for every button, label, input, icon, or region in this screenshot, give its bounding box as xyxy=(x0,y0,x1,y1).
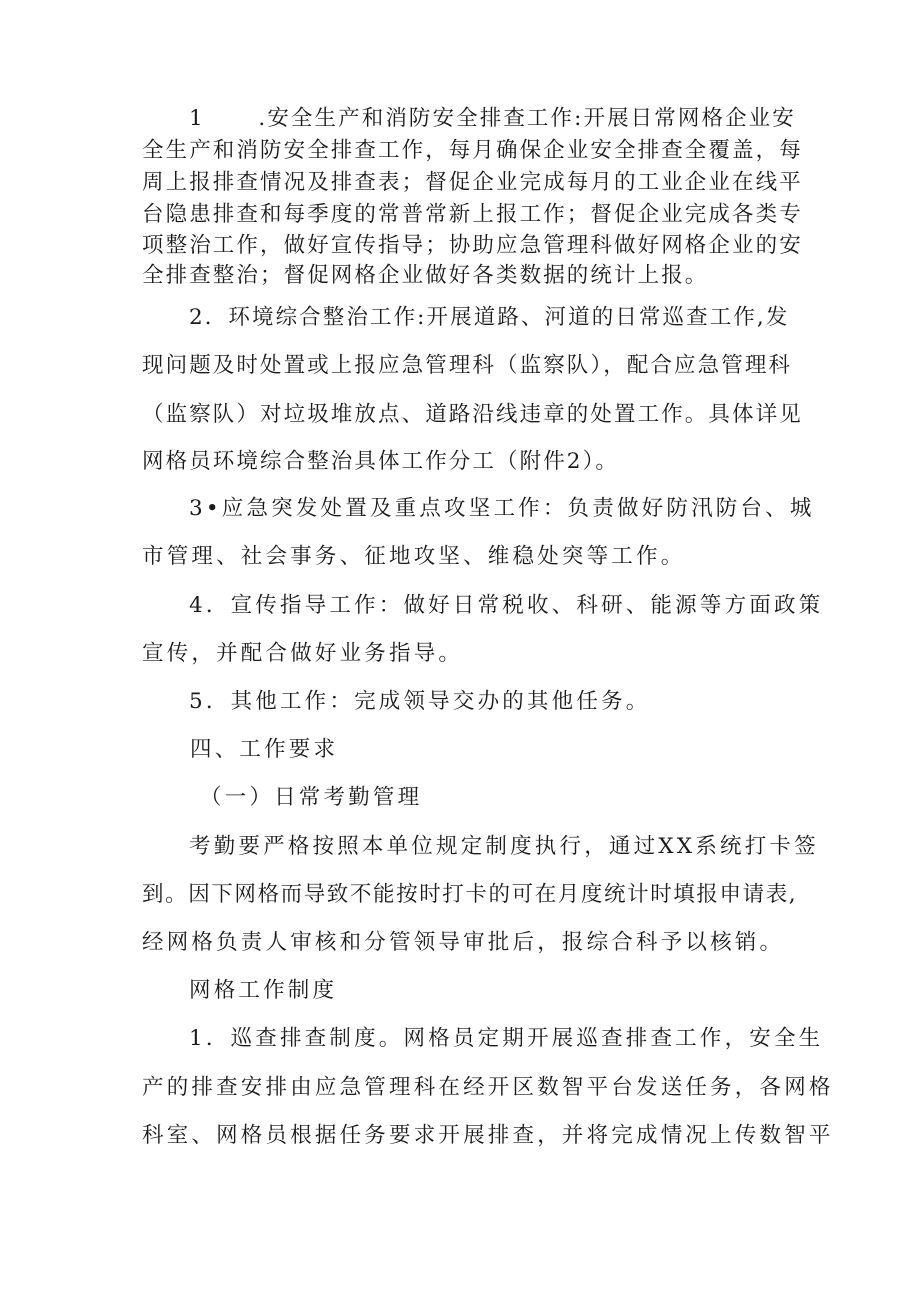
paragraph-line: 考勤要严格按照本单位规定制度执行，通过XX系统打卡签 xyxy=(189,834,819,859)
paragraph-line: 市管理、社会事务、征地攻坚、维稳处突等工作。 xyxy=(142,544,686,569)
paragraph-line: 到。因下网格而导致不能按时打卡的可在月度统计时填报申请表, xyxy=(142,882,798,907)
paragraph-line: 台隐患排查和每季度的常普常新上报工作；督促企业完成各类专 xyxy=(142,202,803,227)
paragraph-line: 科室、网格员根据任务要求开展排查，并将完成情况上传数智平 xyxy=(142,1123,834,1148)
section-2-title: 2．环境综合整治工作:开展道路、河道的日常巡查工作,发 xyxy=(189,305,790,330)
section-4-title: 4．宣传指导工作：做好日常税收、科研、能源等方面政策 xyxy=(189,593,824,618)
heading-work-requirements: 四、工作要求 xyxy=(190,737,339,762)
paragraph-line: 宣传，并配合做好业务指导。 xyxy=(142,641,464,666)
heading-attendance: （一）日常考勤管理 xyxy=(200,785,423,810)
paragraph-line: （监察队）对垃圾堆放点、道路沿线违章的处置工作。具体详见 xyxy=(142,402,803,427)
paragraph-line: 网格员环境综合整治具体工作分工（附件2）。 xyxy=(142,449,620,474)
section-1-title: 1 .安全生产和消防安全排查工作:开展日常网格企业安 xyxy=(189,106,796,131)
paragraph-line: 产的排查安排由应急管理科在经开区数智平台发送任务，各网格 xyxy=(142,1075,834,1100)
section-5-title: 5．其他工作：完成领导交办的其他任务。 xyxy=(189,689,651,714)
paragraph-line: 全生产和消防安全排查工作，每月确保企业安全排查全覆盖，每 xyxy=(142,138,803,163)
section-patrol-title: 1．巡查排查制度。网格员定期开展巡查排查工作，安全生 xyxy=(189,1026,824,1051)
paragraph-line: 经网格负责人审核和分管领导审批后，报综合科予以核销。 xyxy=(142,930,785,955)
paragraph-line: 全排查整治；督促网格企业做好各类数据的统计上报。 xyxy=(142,263,709,288)
heading-grid-work-system: 网格工作制度 xyxy=(189,978,338,1003)
section-3-title: 3•应急突发处置及重点攻坚工作：负责做好防汛防台、城 xyxy=(189,496,815,521)
paragraph-line: 项整治工作，做好宣传指导；协助应急管理科做好网格企业的安 xyxy=(142,233,803,258)
paragraph-line: 周上报排查情况及排查表；督促企业完成每月的工业企业在线平 xyxy=(142,170,803,195)
paragraph-line: 现问题及时处置或上报应急管理科（监察队），配合应急管理科 xyxy=(142,353,793,378)
